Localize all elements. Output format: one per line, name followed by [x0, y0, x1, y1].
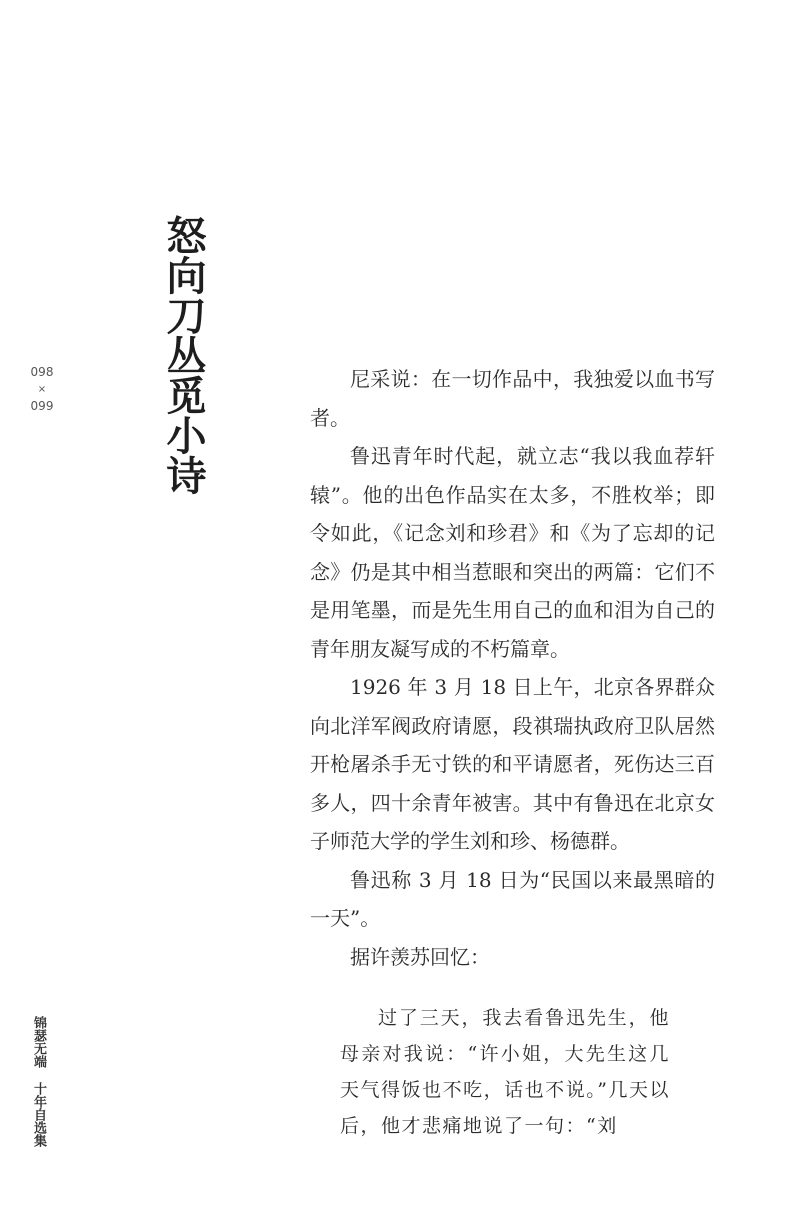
page-number-left: 098	[30, 365, 54, 379]
section-title: 怒向刀丛觅小诗	[160, 215, 206, 495]
page-number-right: 099	[30, 399, 54, 413]
page-number-separator: ×	[37, 384, 47, 395]
body-paragraph: 据许羡苏回忆：	[350, 944, 490, 969]
quote-paragraph: 过了三天，我去看鲁迅先生，他母亲对我说：“许小姐，大先生这几天气得饭也不吃，话也不说。”几天以后，他才悲痛地说了一句：“刘	[340, 1007, 670, 1137]
page-numbers	[22, 364, 62, 415]
body-paragraph: 尼采说：在一切作品中，我独爱以血书写者。	[310, 367, 715, 430]
body-paragraph: 鲁迅称 3 月 18 日为“民国以来最黑暗的一天”。	[310, 867, 715, 930]
body-paragraph: 鲁迅青年时代起，就立志“我以我血荐轩辕”。他的出色作品实在太多，不胜枚举；即令如此，《记念刘和珍君》和《为了忘却的记念》仍是其中相当惹眼和突出的两篇：它们不是用笔墨，而是先生用自己的血和泪为自己的青年朋友凝写成的不朽篇章。	[310, 444, 715, 661]
block-quote	[340, 1000, 670, 1144]
series-subtitle: 十年自选集	[31, 1082, 46, 1147]
body-text	[310, 360, 715, 976]
body-paragraph: 1926 年 3 月 18 日上午，北京各界群众向北洋军阀政府请愿，段祺瑞执政府卫队居然开枪屠杀手无寸铁的和平请愿者，死伤达三百多人，四十余青年被害。其中有鲁迅在北京女子师范大学的学生刘和珍、杨德群。	[310, 675, 715, 853]
series-name: 锦瑟无端	[31, 1016, 46, 1068]
